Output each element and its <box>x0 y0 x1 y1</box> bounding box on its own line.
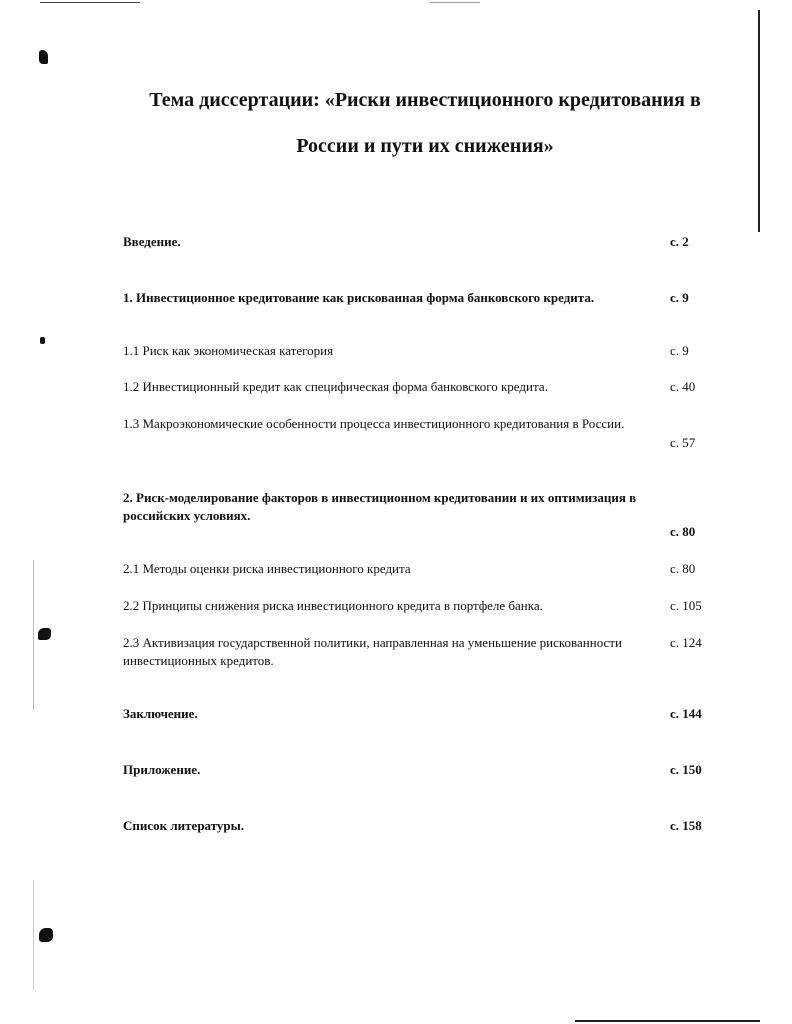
toc-page-section-1-3: с. 57 <box>670 435 696 450</box>
punch-hole-mark-4 <box>39 928 53 942</box>
toc-page-section-2-3: с. 124 <box>670 635 702 650</box>
toc-item-section-1-3: 1.3 Макроэкономические особенности процесса инвестиционного кредитования в России. <box>123 416 625 431</box>
toc-page-bibliography: с. 158 <box>670 818 702 833</box>
punch-hole-mark-2 <box>40 337 45 344</box>
toc-page-chapter-2: с. 80 <box>670 524 696 539</box>
toc-item-bibliography: Список литературы. <box>123 818 245 833</box>
scan-edge-top <box>40 2 140 3</box>
toc-item-chapter-2: 2. Риск-моделирование факторов в инвестиционном кредитовании и их оптимизация в российских условиях. <box>123 490 637 523</box>
toc-page-introduction: с. 2 <box>670 234 689 249</box>
scan-edge-left-2 <box>33 880 34 990</box>
toc-item-section-1-2: 1.2 Инвестиционный кредит как специфическая форма банковского кредита. <box>123 379 548 394</box>
scan-edge-left <box>33 560 34 710</box>
punch-hole-mark-1 <box>39 50 48 64</box>
toc-page-section-2-1: с. 80 <box>670 561 696 576</box>
toc-item-conclusion: Заключение. <box>123 706 198 721</box>
toc-item-section-2-2: 2.2 Принципы снижения риска инвестиционного кредита в портфеле банка. <box>123 598 543 613</box>
punch-hole-mark-3 <box>38 628 51 640</box>
toc-page-section-2-2: с. 105 <box>670 598 702 613</box>
toc-item-appendix: Приложение. <box>123 762 201 777</box>
toc-page-section-1-1: с. 9 <box>670 343 689 358</box>
toc-page-section-1-2: с. 40 <box>670 379 696 394</box>
scan-edge-bottom <box>575 1020 760 1022</box>
toc-page-conclusion: с. 144 <box>670 706 702 721</box>
dissertation-title-line-1: Тема диссертации: «Риски инвестиционного кредитования в <box>149 89 701 111</box>
toc-page-chapter-1: с. 9 <box>670 290 689 305</box>
toc-item-introduction: Введение. <box>123 234 181 249</box>
toc-page-appendix: с. 150 <box>670 762 702 777</box>
toc-item-section-2-1: 2.1 Методы оценки риска инвестиционного кредита <box>123 561 411 576</box>
scan-edge-top-2 <box>430 2 480 3</box>
scan-edge-right <box>758 10 760 232</box>
toc-item-chapter-1: 1. Инвестиционное кредитование как рискованная форма банковского кредита. <box>123 290 595 305</box>
dissertation-title-line-2: России и пути их снижения» <box>296 135 554 157</box>
toc-item-section-1-1: 1.1 Риск как экономическая категория <box>123 343 334 358</box>
toc-item-section-2-3: 2.3 Активизация государственной политики, направленная на уменьшение рискованности инвестиционных кредитов. <box>123 635 622 668</box>
